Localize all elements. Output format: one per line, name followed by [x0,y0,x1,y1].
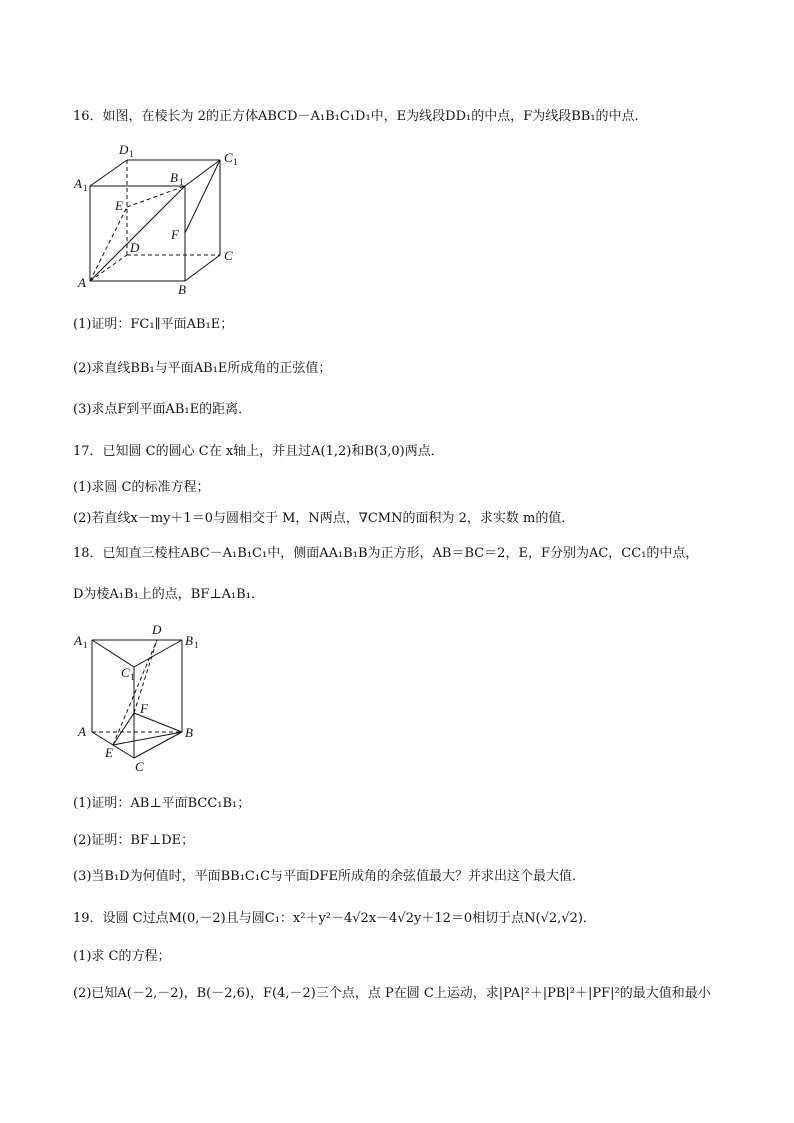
label-D1-sub: 1 [129,149,134,159]
label-A: A [78,275,86,290]
q16-part1: (1)证明：FC₁∥平面AB₁E； [73,317,234,332]
q16-stem: 16．如图，在棱长为 2的正方体ABCD－A₁B₁C₁D₁中，E为线段DD₁的中点，F为线段BB₁的中点． [73,109,648,124]
q18-prism-figure [70,620,210,775]
label-B: B [185,725,193,740]
q19-stem: 19．设圆 C过点M(0,－2)且与圆C₁：x²＋y²－4√2x－4√2y＋12＝0相切于点N(√2,√2)． [73,911,596,926]
label-C: C [135,759,144,774]
label-E: E [105,745,113,760]
q18-stem-line2: D为棱A₁B₁上的点，BF⊥A₁B₁． [73,587,264,602]
label-B1-sub: 1 [194,640,199,650]
label-C: C [224,248,233,263]
q17-part1: (1)求圆 C的标准方程； [73,480,210,495]
label-A1: A [74,633,82,648]
q17-part2: (2)若直线x－my＋1＝0与圆相交于 M，N两点，∇CMN的面积为 2，求实数 m的值． [73,511,575,526]
label-E: E [115,198,123,213]
q16-part2: (2)求直线BB₁与平面AB₁E所成角的正弦值； [73,361,332,376]
q16-part3: (3)求点F到平面AB₁E的距离． [73,402,252,417]
label-B1-sub: 1 [179,177,184,187]
q19-part2: (2)已知A(－2,－2)，B(－2,6)，F(4,－2)三个点，点 P在圆 C上运动，求|PA|²＋|PB|²＋|PF|²的最大值和最小 [73,986,711,1001]
label-C1: C [121,665,130,680]
label-A1-sub: 1 [83,640,88,650]
label-F: F [140,701,148,716]
q18-part3: (3)当B₁D为何值时，平面BB₁C₁C与平面DFE所成角的余弦值最大？并求出这个最大值． [73,869,585,884]
label-A1-sub: 1 [83,183,88,193]
q16-cube-figure [70,140,250,300]
label-C1-sub: 1 [233,157,238,167]
label-B: B [178,282,186,297]
label-B1: B [185,633,193,648]
q18-part2: (2)证明：BF⊥DE； [73,833,195,848]
label-B1: B [170,170,178,185]
label-D1: D [119,142,129,157]
label-A1: A [74,176,82,191]
label-F: F [171,227,179,242]
label-C1: C [224,150,233,165]
q17-stem: 17．已知圆 C的圆心 C在 x轴上，并且过A(1,2)和B(3,0)两点． [73,444,444,459]
label-C1-sub: 1 [130,672,135,682]
label-A: A [78,724,86,739]
label-D: D [152,622,162,637]
q18-stem-line1: 18．已知直三棱柱ABC－A₁B₁C₁中，侧面AA₁B₁B为正方形，AB＝BC＝2，E，F分别为AC，CC₁的中点， [73,546,699,561]
q18-part1: (1)证明：AB⊥平面BCC₁B₁； [73,796,251,811]
label-D: D [130,240,140,255]
q19-part1: (1)求 C的方程； [73,949,171,964]
